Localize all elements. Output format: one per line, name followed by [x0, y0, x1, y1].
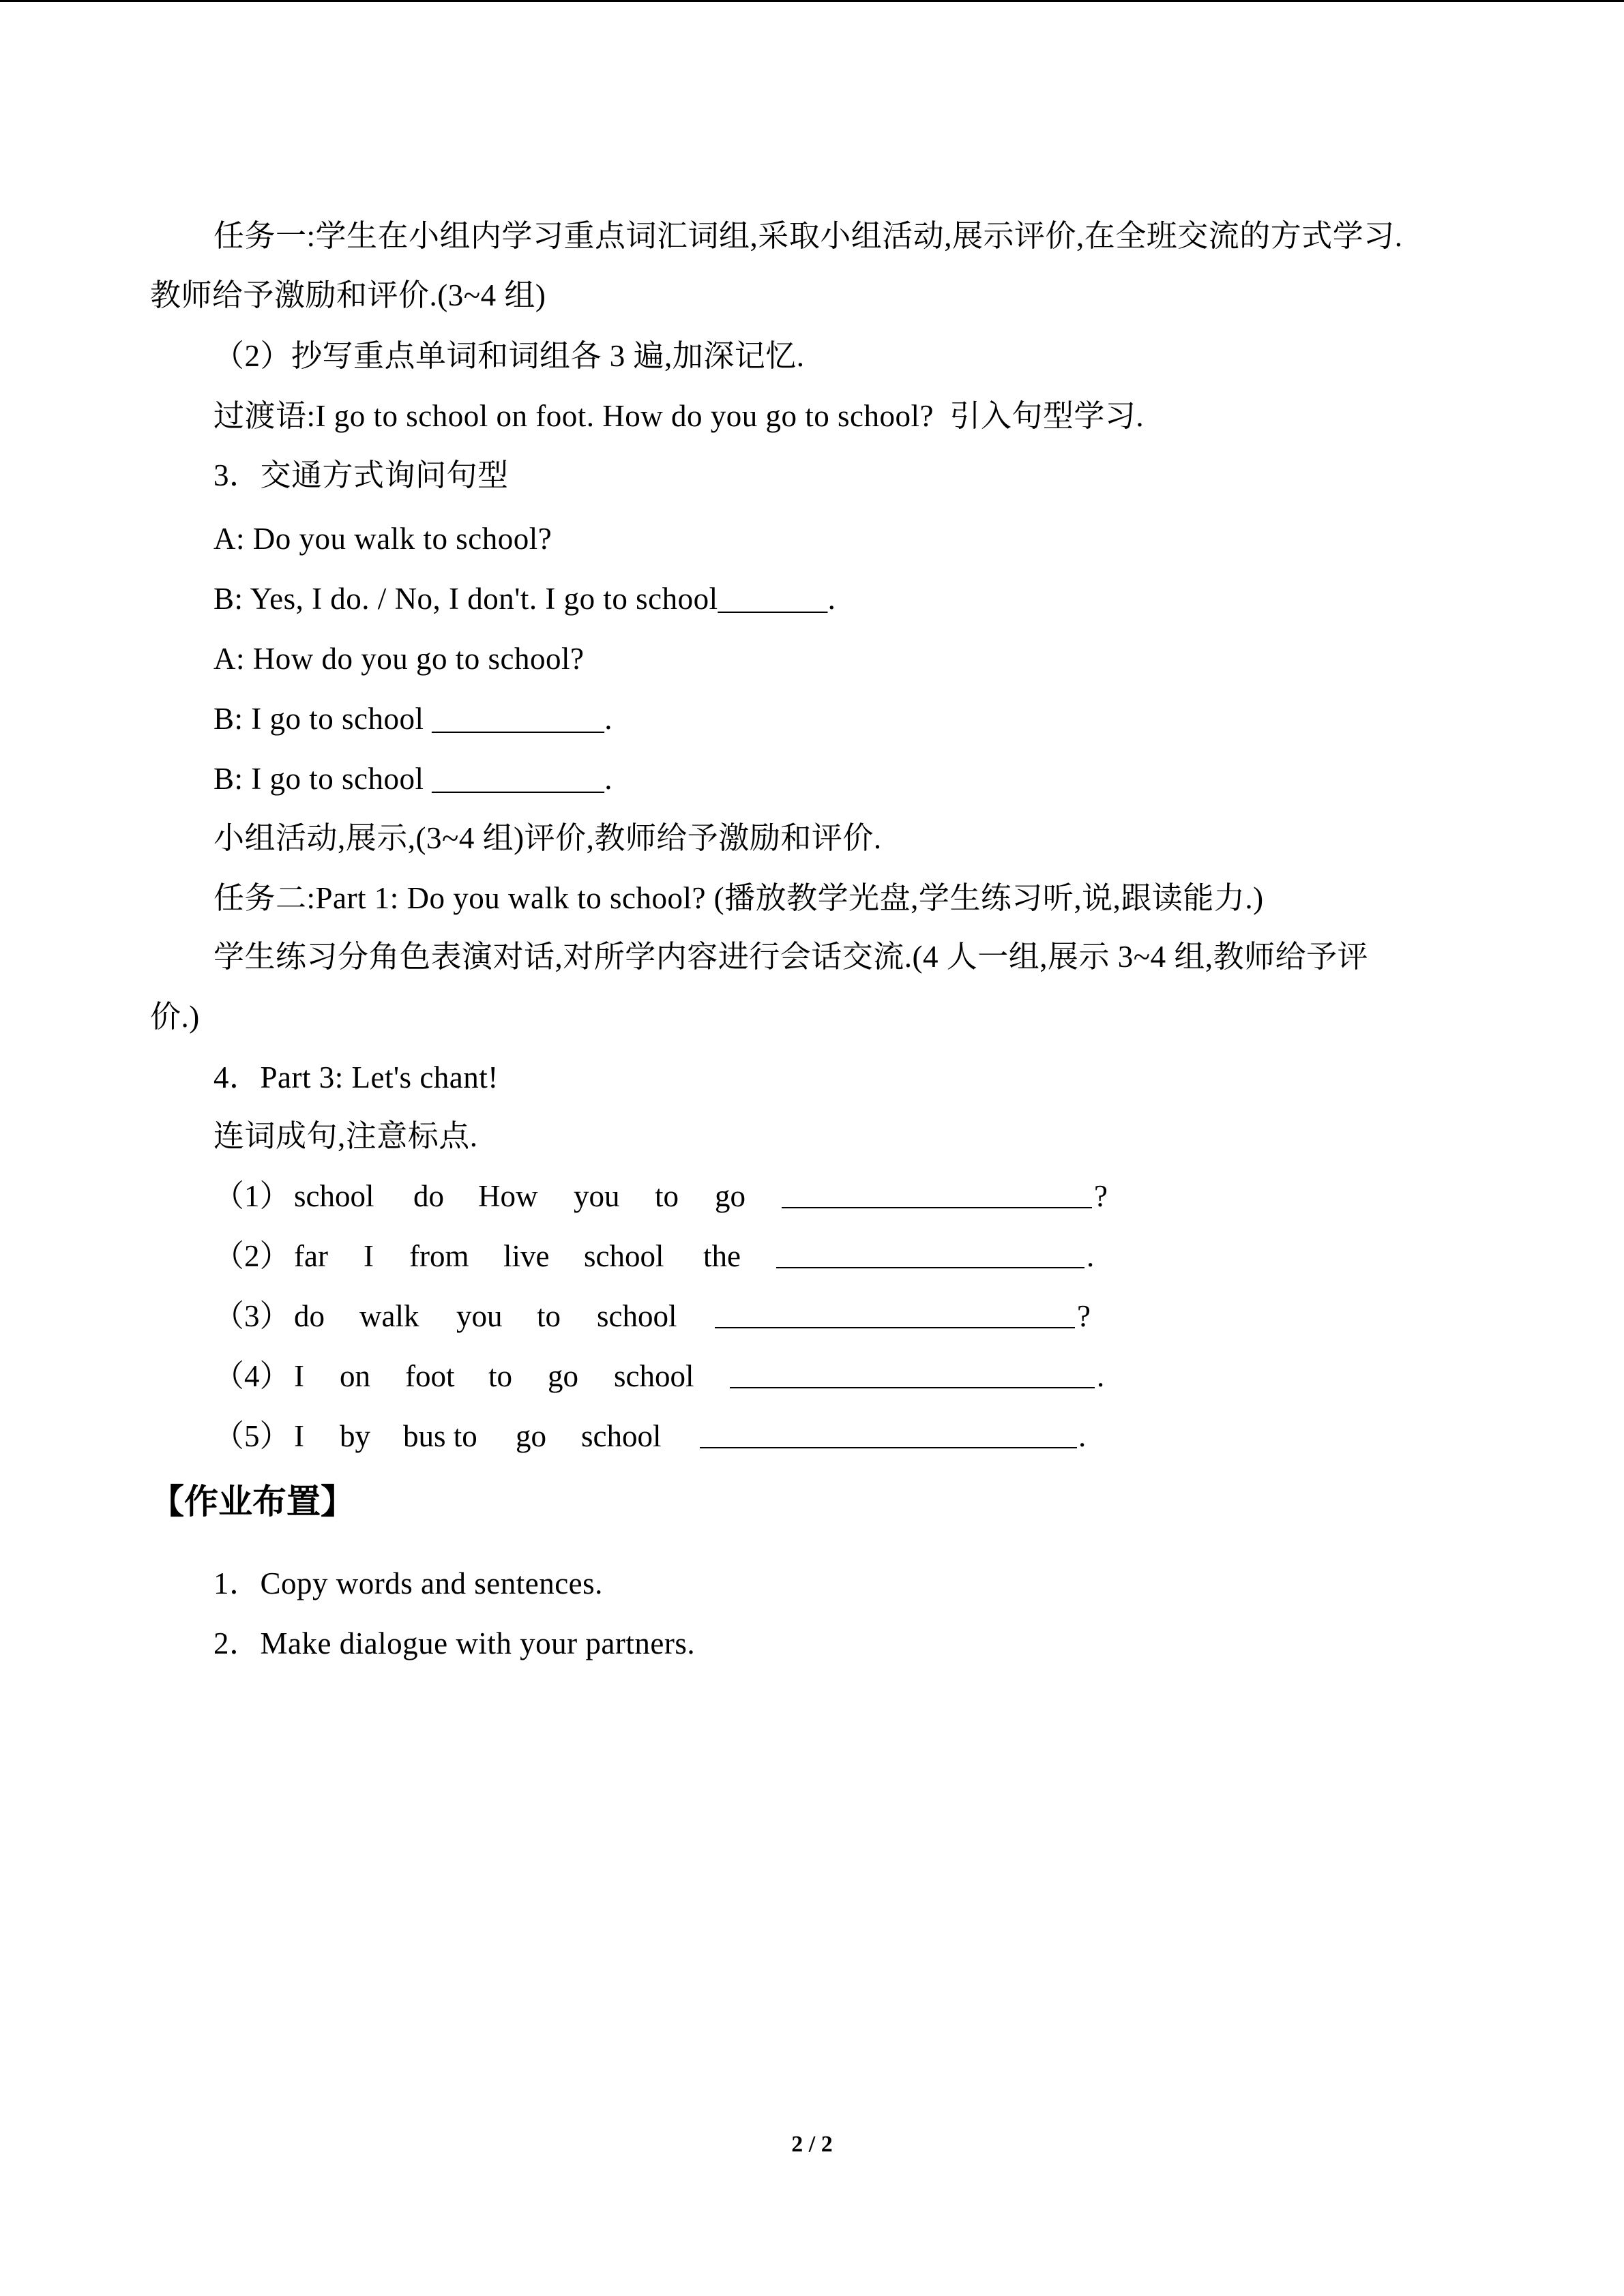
- exercise-word: live: [503, 1239, 550, 1273]
- exercise-word: to: [655, 1179, 679, 1213]
- exercise-word: on: [340, 1359, 370, 1393]
- exercise-word: to: [537, 1299, 561, 1333]
- exercise-word: school: [614, 1359, 694, 1393]
- roleplay-line-2: 价.): [150, 1000, 200, 1034]
- exercise-word: I: [364, 1239, 374, 1273]
- exercise-word: school: [294, 1179, 374, 1213]
- exercise-punctuation: .: [1087, 1239, 1095, 1273]
- exercise-word: bus to: [403, 1419, 477, 1453]
- exercise-word: foot: [405, 1359, 455, 1393]
- exercise-word: by: [340, 1419, 370, 1453]
- exercise-punctuation: .: [1078, 1419, 1087, 1453]
- exercise-row: [213, 1296, 1168, 1337]
- exercise-word: you: [574, 1179, 620, 1213]
- page-number: 2 / 2: [791, 2132, 833, 2157]
- task2-line: 任务二:Part 1: Do you walk to school? (播放教学光盘,学生练习听,说,跟读能力.): [213, 881, 1264, 915]
- exercise-number: （2）: [213, 1239, 291, 1273]
- exercise-number: （4）: [213, 1359, 291, 1393]
- exercise-word: do: [294, 1299, 325, 1333]
- exercise-punctuation: .: [1097, 1359, 1105, 1393]
- roleplay-line-1: 学生练习分角色表演对话,对所学内容进行会话交流.(4 人一组,展示 3~4 组,教师给予评: [213, 940, 1369, 974]
- exercise-word: school: [584, 1239, 664, 1273]
- exercise-number: （3）: [213, 1299, 291, 1333]
- exercise-instruction: 连词成句,注意标点.: [213, 1119, 478, 1153]
- exercise-row: [213, 1236, 1168, 1277]
- homework-item: 1．Copy words and sentences.: [213, 1566, 603, 1600]
- exercise-word: do: [413, 1179, 444, 1213]
- answer-blank: [730, 1387, 1095, 1388]
- exercise-row: [213, 1356, 1168, 1397]
- exercise-punctuation: ?: [1077, 1299, 1091, 1333]
- exercise-word: you: [456, 1299, 503, 1333]
- exercise-word: to: [488, 1359, 513, 1393]
- exercise-word: I: [294, 1359, 304, 1393]
- answer-blank: [700, 1447, 1077, 1448]
- task1-line-1: 任务一:学生在小组内学习重点词汇词组,采取小组活动,展示评价,在全班交流的方式学习.: [213, 219, 1403, 253]
- dialogue-line: B: I go to school ___________.: [213, 762, 612, 796]
- exercise-word: school: [597, 1299, 677, 1333]
- exercise-word: far: [294, 1239, 328, 1273]
- homework-item: 2．Make dialogue with your partners.: [213, 1626, 696, 1660]
- exercise-word: go: [516, 1419, 546, 1453]
- dialogue-line: B: Yes, I do. / No, I don't. I go to school_______.: [213, 582, 836, 616]
- exercise-word: the: [703, 1239, 741, 1273]
- exercise-number: （5）: [213, 1419, 291, 1453]
- exercise-punctuation: ?: [1094, 1179, 1108, 1213]
- exercise-word: go: [548, 1359, 578, 1393]
- exercise-number: （1）: [213, 1179, 291, 1213]
- homework-heading: 【作业布置】: [150, 1482, 355, 1521]
- transition-line: 过渡语:I go to school on foot. How do you go to school? 引入句型学习.: [213, 399, 1145, 433]
- exercise-row: [213, 1176, 1168, 1217]
- top-border: [0, 0, 1624, 2]
- exercise-word: from: [409, 1239, 469, 1273]
- exercise-word: school: [581, 1419, 662, 1453]
- answer-blank: [782, 1207, 1092, 1208]
- copy-instruction: （2）抄写重点单词和词组各 3 遍,加深记忆.: [213, 339, 805, 373]
- dialogue-line: B: I go to school ___________.: [213, 702, 612, 736]
- dialogue-line: A: Do you walk to school?: [213, 522, 552, 556]
- exercise-row: [213, 1416, 1168, 1457]
- answer-blank: [715, 1327, 1075, 1328]
- dialogue-line: A: How do you go to school?: [213, 642, 585, 676]
- exercise-word: How: [478, 1179, 538, 1213]
- exercise-word: walk: [359, 1299, 419, 1333]
- task1-line-2: 教师给予激励和评价.(3~4 组): [150, 278, 546, 312]
- section-3-heading: 3．交通方式询问句型: [213, 458, 509, 492]
- section-4-heading: 4．Part 3: Let's chant!: [213, 1060, 499, 1094]
- group-activity-line: 小组活动,展示,(3~4 组)评价,教师给予激励和评价.: [213, 821, 882, 855]
- answer-blank: [776, 1267, 1084, 1268]
- exercise-word: I: [294, 1419, 304, 1453]
- exercise-word: go: [715, 1179, 745, 1213]
